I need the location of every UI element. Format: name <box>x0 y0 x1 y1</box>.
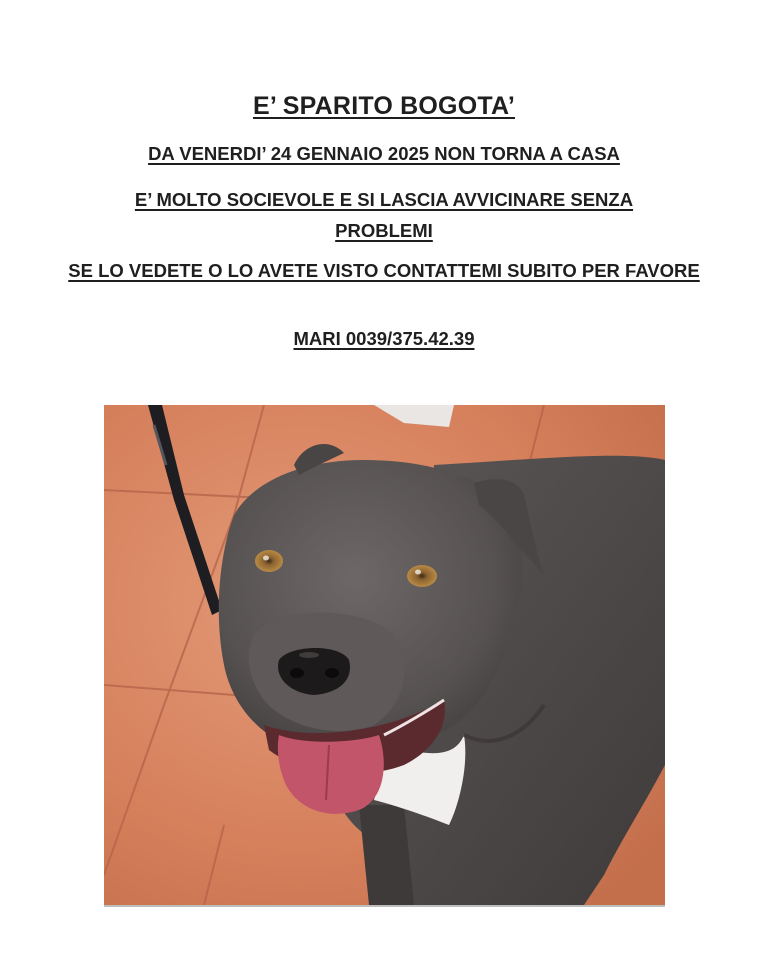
contact-request-line: SE LO VEDETE O LO AVETE VISTO CONTATTEMI SUBITO PER FAVORE <box>68 260 700 281</box>
temperament-line: E’ MOLTO SOCIEVOLE E SI LASCIA AVVICINARE SENZA PROBLEMI <box>134 189 634 241</box>
missing-since-line: DA VENERDI’ 24 GENNAIO 2025 NON TORNA A CASA <box>148 143 620 164</box>
contact-phone: MARI 0039/375.42.39 <box>293 328 475 349</box>
dog-photo <box>104 405 665 907</box>
dog-left-eye <box>255 550 283 572</box>
flyer-title: E’ SPARITO BOGOTA’ <box>253 92 515 120</box>
dog-right-eye <box>407 565 437 587</box>
